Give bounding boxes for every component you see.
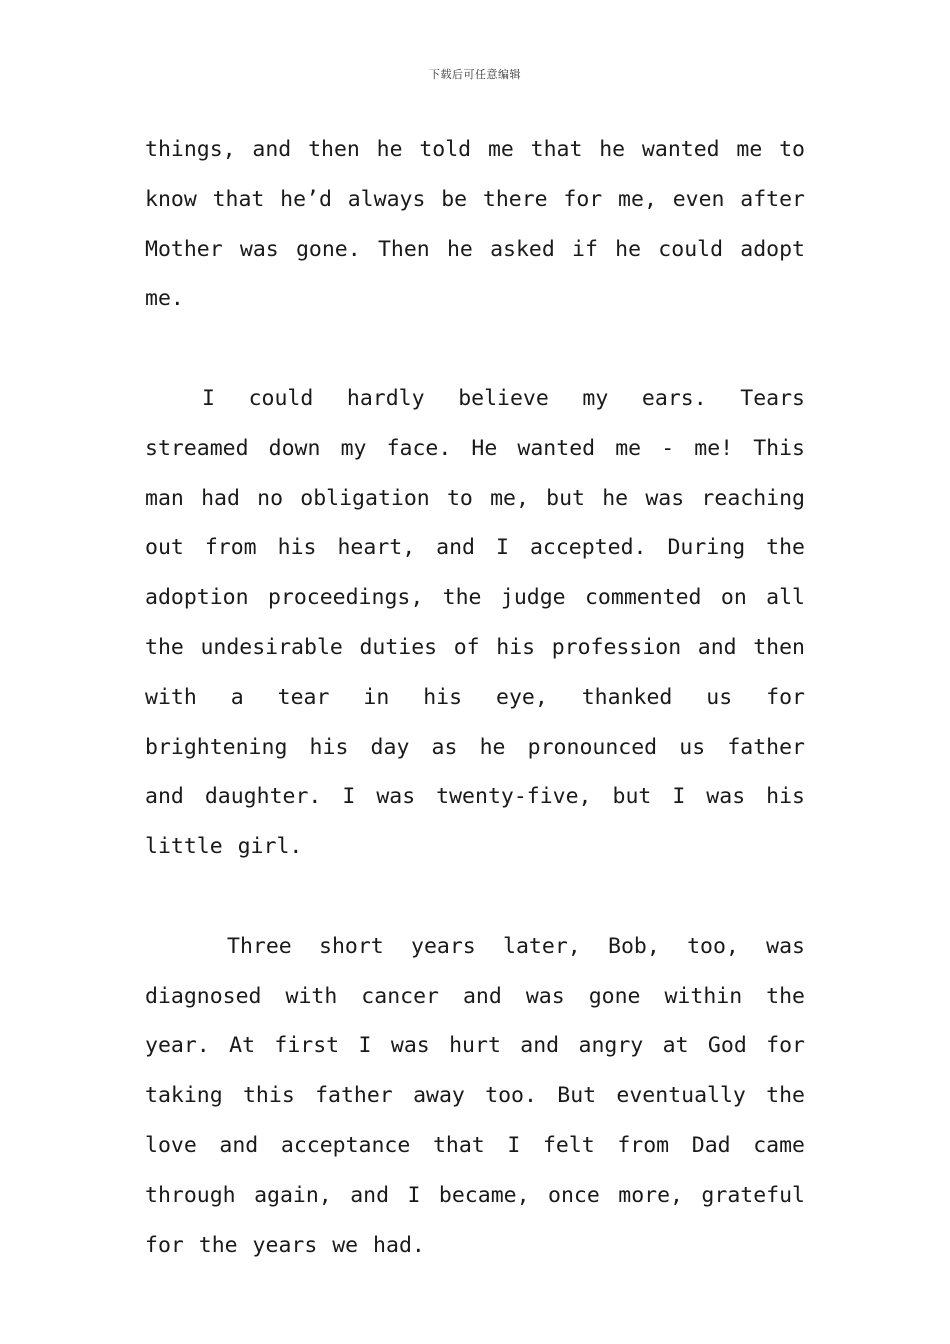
page-header: 下载后可任意编辑 xyxy=(429,68,521,81)
paragraph-3: Three short years later, Bob, too, was diagnosed with cancer and was gone within the year. At first I was hurt and angry at God for taking this father away too. But eventually the love and acceptance that I felt from Dad came through again, and I became, once more, grateful for the years we had. xyxy=(145,933,805,1258)
paragraph-spacer xyxy=(145,324,805,374)
paragraph-spacer xyxy=(145,872,805,922)
document-body xyxy=(145,125,805,1270)
paragraph-2: I could hardly believe my ears. Tears streamed down my face. He wanted me - me! This man had no obligation to me, but he was reaching out from his heart, and I accepted. During the adoption proceedings, the judge commented on all the undesirable duties of his profession and then with a tear in his eye, thanked us for brightening his day as he pronounced us father and daughter. I was twenty-five, but I was his little girl. xyxy=(145,385,805,860)
paragraph-1: things, and then he told me that he wanted me to know that he’d always be there for me, even after Mother was gone. Then he asked if he could adopt me. xyxy=(145,137,805,312)
